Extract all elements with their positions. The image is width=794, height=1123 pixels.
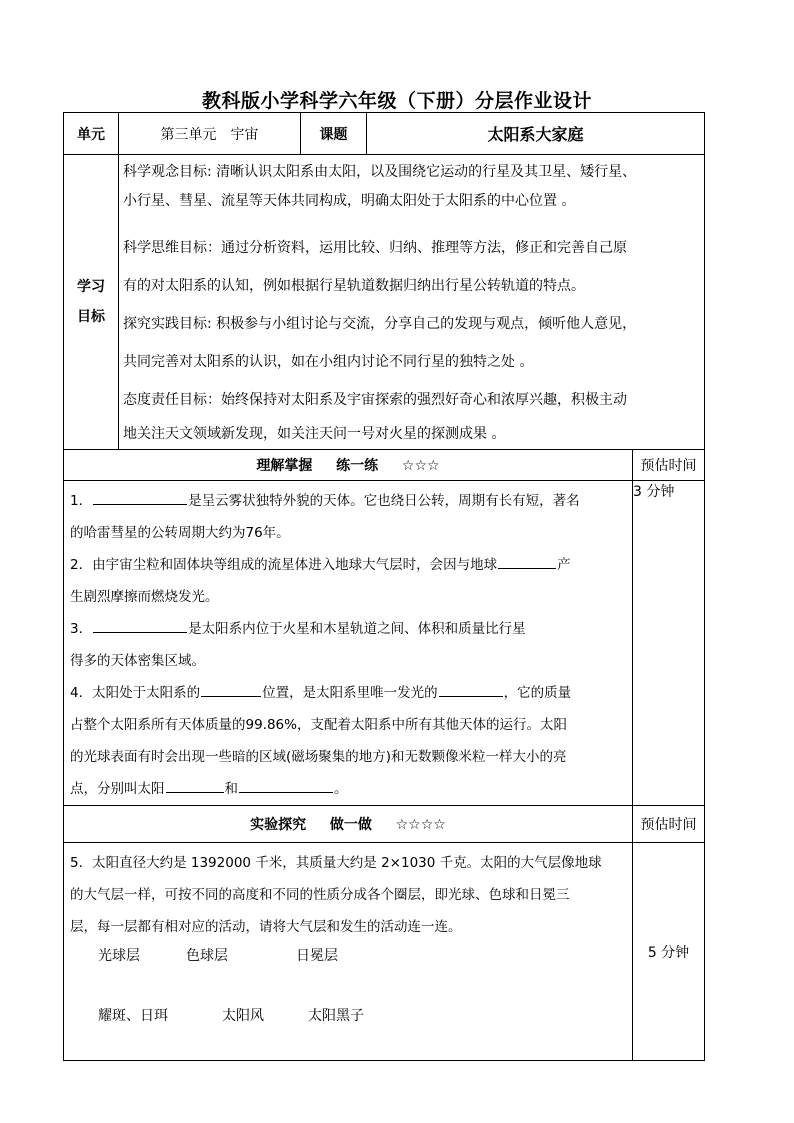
section1-time-label: 预估时间 [633,450,705,481]
goals-label-line2: 目标 [77,309,105,325]
goal-line: 态度责任目标：始终保持对太阳系及宇宙探索的强烈好奇心和浓厚兴趣，积极主动 [123,392,627,408]
answer-blank[interactable] [166,779,224,793]
question-3-number: 3． [70,621,93,637]
question-4-text-4: 点，分别叫太阳 [70,781,165,797]
worksheet-table [63,112,705,1061]
answer-blank[interactable] [93,619,187,633]
layer-item[interactable]: 光球层 [98,948,140,964]
section1-time-value: 3 分钟 [633,481,705,806]
unit-value: 第三单元 宇宙 [119,113,301,155]
section1-heading: 理解掌握 练一练 ☆☆☆ [64,450,633,481]
goals-row [64,155,705,450]
goal-line: 有的对太阳系的认知，例如根据行星轨道数据归纳出行星公转轨道的特点。 [123,278,585,294]
section2-time-value: 5 分钟 [633,843,705,1061]
question-5-line-2: 的大气层一样，可按不同的高度和不同的性质分成各个圈层，即光球、色球和日冕三 [70,887,570,903]
section1-heading-row [64,450,705,481]
unit-label: 单元 [64,113,119,155]
question-2-line [70,549,630,581]
section2-heading-row [64,806,705,843]
answer-blank[interactable] [498,555,556,569]
question-4-text-5: 和 [224,781,238,797]
question-1-line-2: 的哈雷彗星的公转周期大约为76年。 [70,525,290,541]
section2-content-row [64,843,705,1061]
question-4-text-3: ，它的质量 [503,685,572,701]
question-5-line: 5．太阳直径大约是 1392000 千米，其质量大约是 2×1030 千克。太阳的大气层像地球 [70,855,602,871]
section2-heading: 实验探究 做一做 ☆☆☆☆ [64,806,633,843]
question-3-text: 是太阳系内位于火星和木星轨道之间、体积和质量比行星 [188,621,526,637]
activity-item[interactable]: 太阳风 [222,1008,264,1024]
question-2-text: 2．由宇宙尘粒和固体块等组成的流星体进入地球大气层时，会因与地球 [70,557,498,573]
question-2-text-end: 产 [557,557,571,573]
goal-line: 科学观念目标: 清晰认识太阳系由太阳，以及围绕它运动的行星及其卫星、矮行星、 [123,164,637,180]
section1-content-row [64,481,705,806]
question-4-line-4 [70,773,630,805]
question-4-text-2: 位置，是太阳系里唯一发光的 [262,685,438,701]
answer-blank[interactable] [439,683,503,697]
question-1-number: 1． [70,493,93,509]
question-4-line-2: 占整个太阳系所有天体质量的99.86%，支配着太阳系中所有其他天体的运行。太阳 [70,717,567,733]
header-row [64,113,705,155]
layers-row [70,945,630,975]
goals-content [119,155,705,450]
goal-line: 探究实践目标: 积极参与小组讨论与交流，分享自己的发现与观点，倾听他人意见， [123,316,637,332]
question-4-line [70,677,630,709]
question-5-line-3: 层，每一层都有相对应的活动，请将大气层和发生的活动连一连。 [70,919,462,935]
question-4-text-6: 。 [334,781,348,797]
question-3-line-2: 得多的天体密集区域。 [70,653,205,669]
topic-label: 课题 [301,113,367,155]
activity-item[interactable]: 耀斑、日珥 [98,1008,168,1024]
answer-blank[interactable] [201,683,261,697]
goal-line: 小行星、彗星、流星等天体共同构成，明确太阳处于太阳系的中心位置 。 [123,193,576,209]
question-3-line [70,613,630,645]
goals-label [64,155,119,450]
section2-time-label: 预估时间 [633,806,705,843]
activity-item[interactable]: 太阳黑子 [308,1008,364,1024]
goal-line: 科学思维目标：通过分析资料，运用比较、归纳、推理等方法，修正和完善自己原 [123,240,627,256]
layer-item[interactable]: 日冕层 [296,948,338,964]
topic-value: 太阳系大家庭 [367,113,705,155]
layer-item[interactable]: 色球层 [186,948,228,964]
question-1-line [70,485,630,517]
goals-label-line1: 学习 [77,279,105,295]
activities-row [70,1005,630,1035]
question-4-text: 4．太阳处于太阳系的 [70,685,201,701]
question-1-text: 是呈云雾状独特外貌的天体。它也绕日公转，周期有长有短，著名 [188,493,580,509]
goal-line: 地关注天文领域新发现，如关注天问一号对火星的探测成果 。 [123,426,506,442]
answer-blank[interactable] [239,779,333,793]
question-2-line-2: 生剧烈摩擦而燃烧发光。 [70,589,219,605]
page-title: 教科版小学科学六年级（下册）分层作业设计 [201,90,592,112]
goal-line: 共同完善对太阳系的认识，如在小组内讨论不同行星的独特之处 。 [123,354,534,370]
answer-blank[interactable] [93,491,187,505]
question-4-line-3: 的光球表面有时会出现一些暗的区域(磁场聚集的地方)和无数颗像米粒一样大小的亮 [70,749,567,765]
section1-questions [64,481,633,806]
section2-questions [64,843,633,1061]
